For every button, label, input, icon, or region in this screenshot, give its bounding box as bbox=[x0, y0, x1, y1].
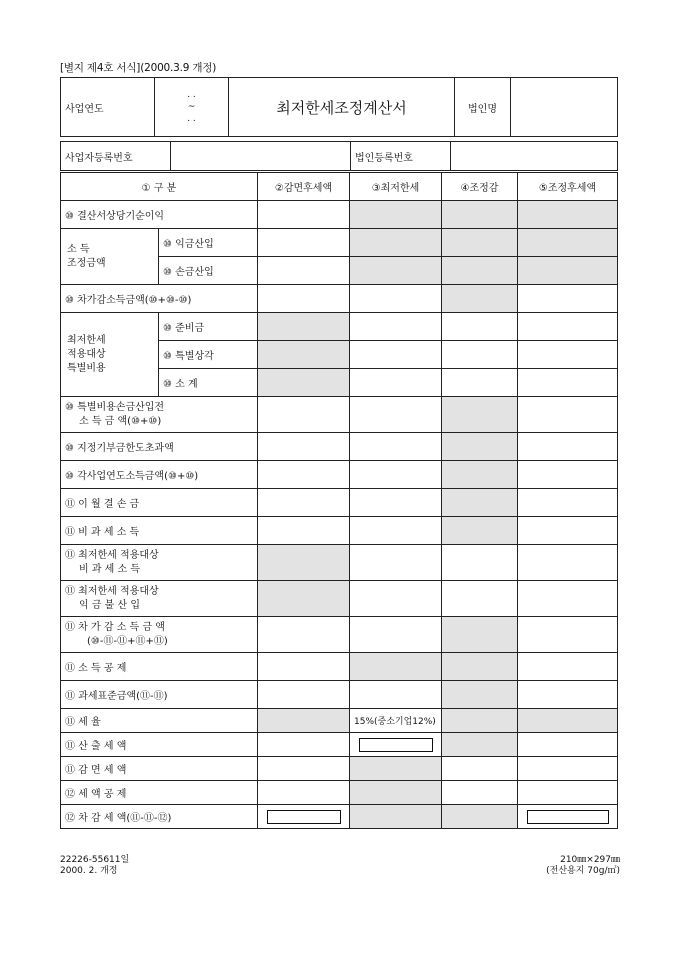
row-105-label: ⑩ 특별상각 bbox=[159, 341, 258, 369]
row-113-label bbox=[61, 581, 258, 617]
row-101-c4 bbox=[442, 229, 518, 257]
row-114-c2[interactable] bbox=[258, 617, 350, 653]
date-tilde: ~ bbox=[187, 102, 196, 112]
row-100-label: ⑩ 결산서상당기순이익 bbox=[61, 201, 258, 229]
paper-type: (전산용지 70g/㎡) bbox=[546, 866, 620, 876]
row-103-c5[interactable] bbox=[518, 285, 618, 313]
row-118-c2[interactable] bbox=[258, 733, 350, 757]
row-106-c2 bbox=[258, 369, 350, 397]
row-119-label: ⑪ 감 면 세 액 bbox=[61, 757, 258, 781]
row-118-c3[interactable] bbox=[350, 733, 442, 757]
row-104-c3[interactable] bbox=[350, 313, 442, 341]
row-107-label-line2: 소 득 금 액(⑩+⑩) bbox=[79, 415, 162, 427]
row-110-label: ⑪ 이 월 결 손 금 bbox=[61, 489, 258, 517]
row-116-c4 bbox=[442, 681, 518, 709]
row-110-c4 bbox=[442, 489, 518, 517]
row-103-label: ⑩ 차가감소득금액(⑩+⑩-⑩) bbox=[61, 285, 258, 313]
row-118-c5[interactable] bbox=[518, 733, 618, 757]
col-after-adjustment: ⑤조정후세액 bbox=[518, 173, 618, 201]
row-111-c5[interactable] bbox=[518, 517, 618, 545]
row-110-c2[interactable] bbox=[258, 489, 350, 517]
row-104-c4[interactable] bbox=[442, 313, 518, 341]
business-reg-field[interactable] bbox=[171, 142, 351, 171]
row-109-c4 bbox=[442, 461, 518, 489]
row-120-c2[interactable] bbox=[258, 781, 350, 805]
row-117-c5 bbox=[518, 709, 618, 733]
row-108-c4 bbox=[442, 433, 518, 461]
row-108-c3[interactable] bbox=[350, 433, 442, 461]
row-102-c5 bbox=[518, 257, 618, 285]
row-113-label-line1: ⑪ 최저한세 적용대상 bbox=[65, 585, 159, 597]
row-104-c5[interactable] bbox=[518, 313, 618, 341]
row-107-c2[interactable] bbox=[258, 397, 350, 433]
row-112-label-line1: ⑪ 최저한세 적용대상 bbox=[65, 549, 159, 561]
header-table bbox=[60, 77, 618, 137]
row-101-c2[interactable] bbox=[258, 229, 350, 257]
row-106-c5[interactable] bbox=[518, 369, 618, 397]
row-111-label: ⑪ 비 과 세 소 득 bbox=[61, 517, 258, 545]
row-111-c3[interactable] bbox=[350, 517, 442, 545]
row-100-c3 bbox=[350, 201, 442, 229]
row-119-c3 bbox=[350, 757, 442, 781]
row-105-c4[interactable] bbox=[442, 341, 518, 369]
row-112-c2 bbox=[258, 545, 350, 581]
row-107-c5[interactable] bbox=[518, 397, 618, 433]
row-100-c2[interactable] bbox=[258, 201, 350, 229]
corp-name-field[interactable] bbox=[511, 78, 618, 137]
main-table bbox=[60, 172, 618, 829]
row-100-c5 bbox=[518, 201, 618, 229]
row-121-c2[interactable] bbox=[258, 805, 350, 829]
corp-reg-field[interactable] bbox=[451, 142, 618, 171]
row-118-label: ⑪ 산 출 세 액 bbox=[61, 733, 258, 757]
row-117-label: ⑪ 세 율 bbox=[61, 709, 258, 733]
row-114-label-line2: (⑩-⑪-⑪+⑪+⑪) bbox=[87, 635, 168, 647]
row-100-c4 bbox=[442, 201, 518, 229]
col-division: ① 구 분 bbox=[61, 173, 258, 201]
row-107-label-line1: ⑩ 특별비용손금산입전 bbox=[65, 401, 165, 413]
row-103-c2[interactable] bbox=[258, 285, 350, 313]
row-116-c3[interactable] bbox=[350, 681, 442, 709]
row-107-label bbox=[61, 397, 258, 433]
row-104-label: ⑩ 준비금 bbox=[159, 313, 258, 341]
row-107-c4 bbox=[442, 397, 518, 433]
corp-name-label: 법인명 bbox=[455, 78, 511, 137]
paper-size: 210㎜×297㎜ bbox=[560, 855, 620, 865]
row-115-c2[interactable] bbox=[258, 653, 350, 681]
row-106-label: ⑩ 소 계 bbox=[159, 369, 258, 397]
row-106-c3[interactable] bbox=[350, 369, 442, 397]
corp-reg-label: 법인등록번호 bbox=[351, 142, 451, 171]
registration-table bbox=[60, 141, 618, 171]
row-108-c2[interactable] bbox=[258, 433, 350, 461]
row-113-c4[interactable] bbox=[442, 581, 518, 617]
row-101-label: ⑩ 익금산입 bbox=[159, 229, 258, 257]
row-116-label: ⑪ 과세표준금액(⑪-⑪) bbox=[61, 681, 258, 709]
row-117-c2 bbox=[258, 709, 350, 733]
row-105-c5[interactable] bbox=[518, 341, 618, 369]
row-101-c5 bbox=[518, 229, 618, 257]
row-116-c2[interactable] bbox=[258, 681, 350, 709]
row-120-c3 bbox=[350, 781, 442, 805]
row-121-c3 bbox=[350, 805, 442, 829]
row-102-label: ⑩ 손금산입 bbox=[159, 257, 258, 285]
footer-right bbox=[546, 855, 620, 877]
row-105-c3[interactable] bbox=[350, 341, 442, 369]
row-117-c4 bbox=[442, 709, 518, 733]
row-119-c4[interactable] bbox=[442, 757, 518, 781]
row-115-c3 bbox=[350, 653, 442, 681]
row-114-c4 bbox=[442, 617, 518, 653]
row-121-c4 bbox=[442, 805, 518, 829]
row-106-c4[interactable] bbox=[442, 369, 518, 397]
row-114-c3[interactable] bbox=[350, 617, 442, 653]
date-tick-top: . . bbox=[187, 90, 196, 100]
row-113-c5[interactable] bbox=[518, 581, 618, 617]
form-title: 최저한세조정계산서 bbox=[229, 78, 455, 137]
row-101-c3 bbox=[350, 229, 442, 257]
income-adj-group-label: 소 득 조정금액 bbox=[61, 229, 159, 285]
row-108-label: ⑩ 지정기부금한도초과액 bbox=[61, 433, 258, 461]
row-113-label-line2: 익 금 불 산 입 bbox=[79, 599, 141, 611]
row-107-c3[interactable] bbox=[350, 397, 442, 433]
row-116-c5[interactable] bbox=[518, 681, 618, 709]
row-120-c4[interactable] bbox=[442, 781, 518, 805]
row-109-c3[interactable] bbox=[350, 461, 442, 489]
row-110-c5[interactable] bbox=[518, 489, 618, 517]
row-103-c4 bbox=[442, 285, 518, 313]
row-121-label: ⑫ 차 감 세 액(⑪-⑪-⑫) bbox=[61, 805, 258, 829]
row-102-c3 bbox=[350, 257, 442, 285]
revision-note: 2000. 2. 개정 bbox=[60, 866, 118, 876]
row-109-c2[interactable] bbox=[258, 461, 350, 489]
business-reg-label: 사업자등록번호 bbox=[61, 142, 171, 171]
col-after-reduction: ②감면후세액 bbox=[258, 173, 350, 201]
row-111-c4 bbox=[442, 517, 518, 545]
row-114-c5[interactable] bbox=[518, 617, 618, 653]
footer-left bbox=[60, 855, 129, 877]
col-minimum-tax: ③최저한세 bbox=[350, 173, 442, 201]
row-119-c2[interactable] bbox=[258, 757, 350, 781]
row-121-c5[interactable] bbox=[518, 805, 618, 829]
col-adjustment: ④조정감 bbox=[442, 173, 518, 201]
form-number: 22226-55611일 bbox=[60, 855, 130, 865]
date-tick-bottom: . . bbox=[187, 114, 196, 124]
row-120-c5[interactable] bbox=[518, 781, 618, 805]
row-102-c2[interactable] bbox=[258, 257, 350, 285]
row-114-label-line1: ⑪ 차 가 감 소 득 금 액 bbox=[65, 621, 165, 633]
row-113-c3[interactable] bbox=[350, 581, 442, 617]
min-tax-calc-box[interactable] bbox=[359, 738, 433, 752]
row-115-c4 bbox=[442, 653, 518, 681]
row-112-c3[interactable] bbox=[350, 545, 442, 581]
row-115-c5[interactable] bbox=[518, 653, 618, 681]
row-105-c2 bbox=[258, 341, 350, 369]
row-114-label bbox=[61, 617, 258, 653]
business-year-range[interactable] bbox=[155, 78, 229, 137]
row-112-c4[interactable] bbox=[442, 545, 518, 581]
row-109-c5[interactable] bbox=[518, 461, 618, 489]
row-118-c4 bbox=[442, 733, 518, 757]
row-119-c5[interactable] bbox=[518, 757, 618, 781]
special-expense-group-label: 최저한세 적용대상 특별비용 bbox=[61, 313, 159, 397]
row-120-label: ⑫ 세 액 공 제 bbox=[61, 781, 258, 805]
business-year-label: 사업연도 bbox=[61, 78, 155, 137]
form-caption: [별지 제4호 서식](2000.3.9 개정) bbox=[60, 62, 217, 74]
row-112-label bbox=[61, 545, 258, 581]
row-112-c5[interactable] bbox=[518, 545, 618, 581]
row-102-c4 bbox=[442, 257, 518, 285]
after-adjustment-total-box[interactable] bbox=[527, 810, 609, 824]
row-108-c5[interactable] bbox=[518, 433, 618, 461]
row-110-c3[interactable] bbox=[350, 489, 442, 517]
row-103-c3[interactable] bbox=[350, 285, 442, 313]
row-117-min-rate: 15%(중소기업12%) bbox=[350, 709, 442, 733]
row-112-label-line2: 비 과 세 소 득 bbox=[79, 563, 141, 575]
row-111-c2[interactable] bbox=[258, 517, 350, 545]
row-109-label: ⑩ 각사업연도소득금액(⑩+⑩) bbox=[61, 461, 258, 489]
row-113-c2 bbox=[258, 581, 350, 617]
row-104-c2 bbox=[258, 313, 350, 341]
row-115-label: ⑪ 소 득 공 제 bbox=[61, 653, 258, 681]
after-reduction-total-box[interactable] bbox=[267, 810, 341, 824]
